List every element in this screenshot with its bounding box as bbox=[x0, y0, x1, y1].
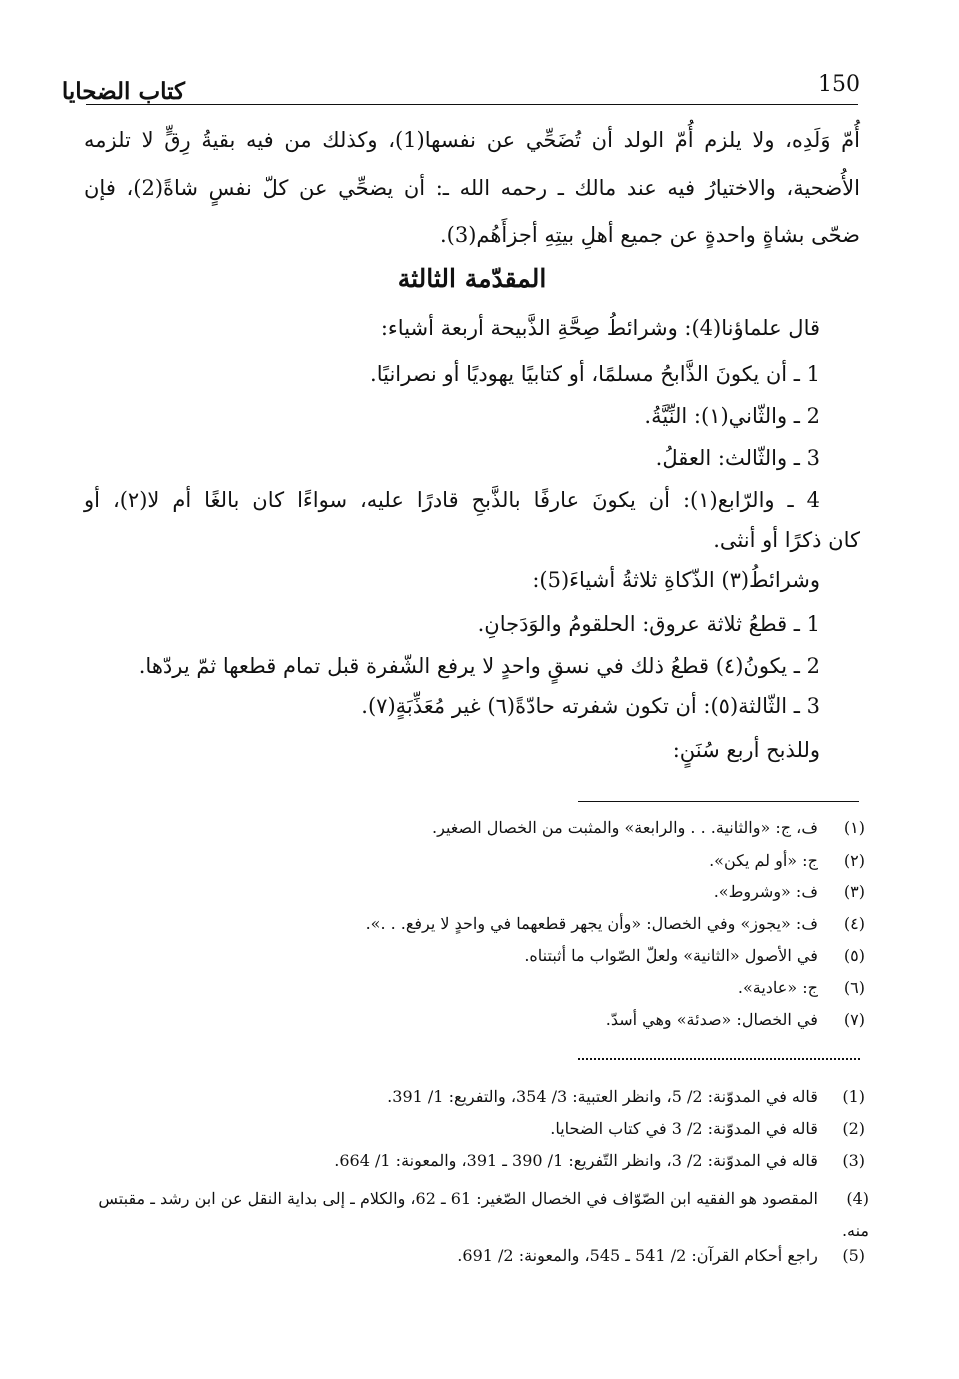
footnote-text: في الأصول «الثانية» ولعلّ الصّواب ما أثبتناه. bbox=[524, 946, 818, 965]
footnote bbox=[432, 818, 865, 837]
footnote-marker: (٢) bbox=[843, 851, 865, 870]
list-item: 3 ـ الثّالثة(٥): أن تكون شفرته حادّةً(٦) غير مُعَذِّبَةٍ(٧). bbox=[361, 694, 820, 718]
footnote bbox=[738, 978, 865, 997]
footnote-text: قاله في المدوّنة: 2/ 3 في كتاب الضحايا. bbox=[550, 1119, 818, 1138]
footnote-marker: (١) bbox=[843, 818, 865, 837]
footnote-marker: (٣) bbox=[843, 882, 865, 901]
footnote bbox=[524, 946, 865, 965]
footnote-text: ف: «يجوز» وفي الخصال: «وأن يجهر قطعهما في واحدٍ لا يرفع. . .». bbox=[365, 914, 818, 933]
paragraph-line: ضحّى بشاةٍ واحدةٍ عن جميع أهلِ بيتِهِ أجزأَهُم(3). bbox=[439, 223, 860, 247]
section-heading: المقدّمة الثالثة bbox=[397, 264, 547, 293]
footnote-text: قاله في المدوّنة: 2/ 3، وانظر التّفريع: 1/ 390 ـ 391، والمعونة: 1/ 664. bbox=[334, 1151, 818, 1170]
footnote-text: ج: «أو لم يكن». bbox=[709, 851, 818, 870]
list-item: 1 ـ أن يكونَ الذَّابحُ مسلمًا، أو كتابيًا يهوديًا أو نصرانيًا. bbox=[370, 362, 820, 386]
footnote-text: في الخصال: «صدئة» وهي أسدّ. bbox=[605, 1010, 818, 1029]
footnote-marker: (5) bbox=[842, 1246, 865, 1265]
list-item: 2 ـ والثّاني(١): النِّيَّةُ. bbox=[644, 404, 820, 428]
footnote-marker: (٤) bbox=[843, 914, 865, 933]
footnote-separator bbox=[578, 801, 859, 802]
text-line: وشرائطُ(٣) الذّكاةِ ثلاثةُ أشياءَ(5): bbox=[532, 568, 820, 592]
list-item: 2 ـ يكونُ(٤) قطعُ ذلك في نسقٍ واحدٍ لا يرفع الشّفرة قبل تمام قطعها ثمّ يردّها. bbox=[138, 654, 820, 678]
footnote bbox=[709, 851, 865, 870]
footnote-marker: (3) bbox=[842, 1151, 865, 1170]
footnote-text: قاله في المدوّنة: 2/ 5، وانظر العتبية: 3/ 354، والتفريع: 1/ 391. bbox=[387, 1087, 818, 1106]
list-item: 3 ـ والثّالث: العقلُ. bbox=[655, 446, 820, 470]
footnote-marker: (٦) bbox=[843, 978, 865, 997]
source-footnote bbox=[334, 1151, 865, 1170]
footnote-text: المقصود هو الفقيه ابن الصّوّاف في الخصال الصّغير: 61 ـ 62، والكلام ـ إلى بداية النقل عن ابن رشد ـ مقبتس منه. bbox=[98, 1189, 869, 1240]
source-footnote bbox=[550, 1119, 865, 1138]
footnote-marker: (2) bbox=[842, 1119, 865, 1138]
source-footnote bbox=[387, 1087, 865, 1106]
page-number: 150 bbox=[818, 72, 860, 97]
text-line: كان ذكرًا أو أنثى. bbox=[713, 528, 860, 552]
source-footnote bbox=[80, 1183, 869, 1247]
footnote bbox=[606, 1010, 865, 1029]
footnote bbox=[366, 914, 865, 933]
footnote-marker: (٧) bbox=[843, 1010, 865, 1029]
text-line: قال علماؤنا(4): وشرائطُ صِحَّةِ الذَّبيحة أربعة أشياء: bbox=[380, 316, 820, 340]
header-rule bbox=[86, 104, 858, 105]
running-header-title: كتاب الضحايا bbox=[61, 78, 185, 105]
paragraph-line: أُمّ وَلَدِه، ولا يلزم أُمّ الولد أن تُضَحِّي عن نفسها(1)، وكذلك من فيه بقيةُ رِقٍّ لا تلزمه bbox=[84, 128, 860, 152]
footnote-text: ف: «وشروط». bbox=[713, 882, 818, 901]
list-item: 1 ـ قطعُ ثلاثة عروق: الحلقومُ والوَدَجانِ. bbox=[477, 612, 820, 636]
text-line: وللذبح أربع سُنَنٍ: bbox=[672, 738, 820, 762]
footnote-text: ج: «عادية». bbox=[737, 978, 818, 997]
paragraph-line: الأُضحية، والاختيارُ فيه عند مالك ـ رحمه الله ـ: أن يضحِّي عن كلّ نفسٍ شاةً(2)، فإن bbox=[84, 176, 860, 200]
footnote bbox=[714, 882, 865, 901]
footnote-dotted-separator bbox=[578, 1058, 860, 1060]
footnote-text: راجع أحكام القرآن: 2/ 541 ـ 545، والمعونة: 2/ 691. bbox=[457, 1246, 818, 1265]
footnote-marker: (1) bbox=[842, 1087, 865, 1106]
footnote-marker: (4) bbox=[846, 1189, 869, 1208]
source-footnote bbox=[457, 1246, 865, 1265]
list-item: 4 ـ والرّابع(١): أن يكونَ عارفًا بالذَّبحِ قادرًا عليه، سواءًا كان بالغًا أم لا(٢)، أو bbox=[84, 488, 821, 512]
footnote-text: ف، ج: «والثانية. . . والرابعة» والمثبت من الخصال الصغير. bbox=[432, 818, 818, 837]
footnote-marker: (٥) bbox=[843, 946, 865, 965]
